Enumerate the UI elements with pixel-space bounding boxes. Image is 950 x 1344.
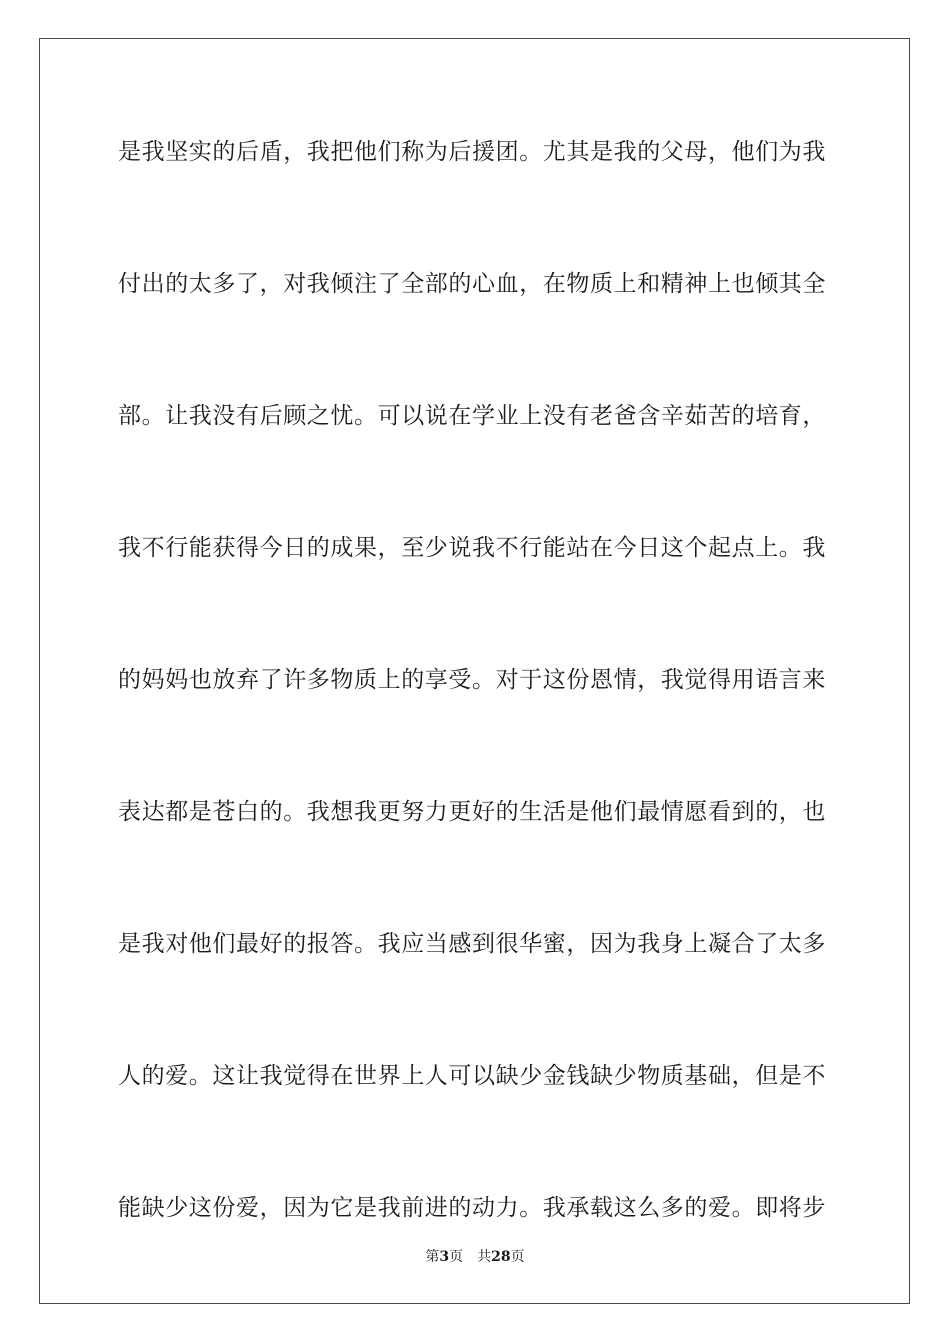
total-pages: 28 bbox=[491, 1249, 511, 1265]
text-line: 付出的太多了，对我倾注了全部的心血，在物质上和精神上也倾其全 bbox=[118, 271, 826, 297]
total-suffix: 页 bbox=[510, 1249, 525, 1265]
text-line: 是我坚实的后盾，我把他们称为后援团。尤其是我的父母，他们为我 bbox=[118, 139, 826, 165]
text-line: 人的爱。这让我觉得在世界上人可以缺少金钱缺少物质基础，但是不 bbox=[118, 1063, 826, 1089]
text-line: 是我对他们最好的报答。我应当感到很华蜜，因为我身上凝合了太多 bbox=[118, 931, 826, 957]
page-prefix: 第 bbox=[425, 1249, 440, 1265]
page-footer bbox=[0, 1246, 950, 1266]
text-line: 的妈妈也放弃了许多物质上的享受。对于这份恩情，我觉得用语言来 bbox=[118, 667, 826, 693]
page-number: 3 bbox=[439, 1249, 450, 1265]
text-line: 表达都是苍白的。我想我更努力更好的生活是他们最情愿看到的，也 bbox=[118, 799, 826, 825]
body-text bbox=[118, 130, 838, 1318]
text-line: 我不行能获得今日的成果，至少说我不行能站在今日这个起点上。我 bbox=[118, 535, 826, 561]
page-suffix: 页 bbox=[449, 1249, 464, 1265]
total-prefix: 共 bbox=[477, 1249, 492, 1265]
text-line: 部。让我没有后顾之忧。可以说在学业上没有老爸含辛茹苦的培育， bbox=[118, 403, 826, 429]
text-line: 能缺少这份爱，因为它是我前进的动力。我承载这么多的爱。即将步 bbox=[118, 1195, 826, 1221]
